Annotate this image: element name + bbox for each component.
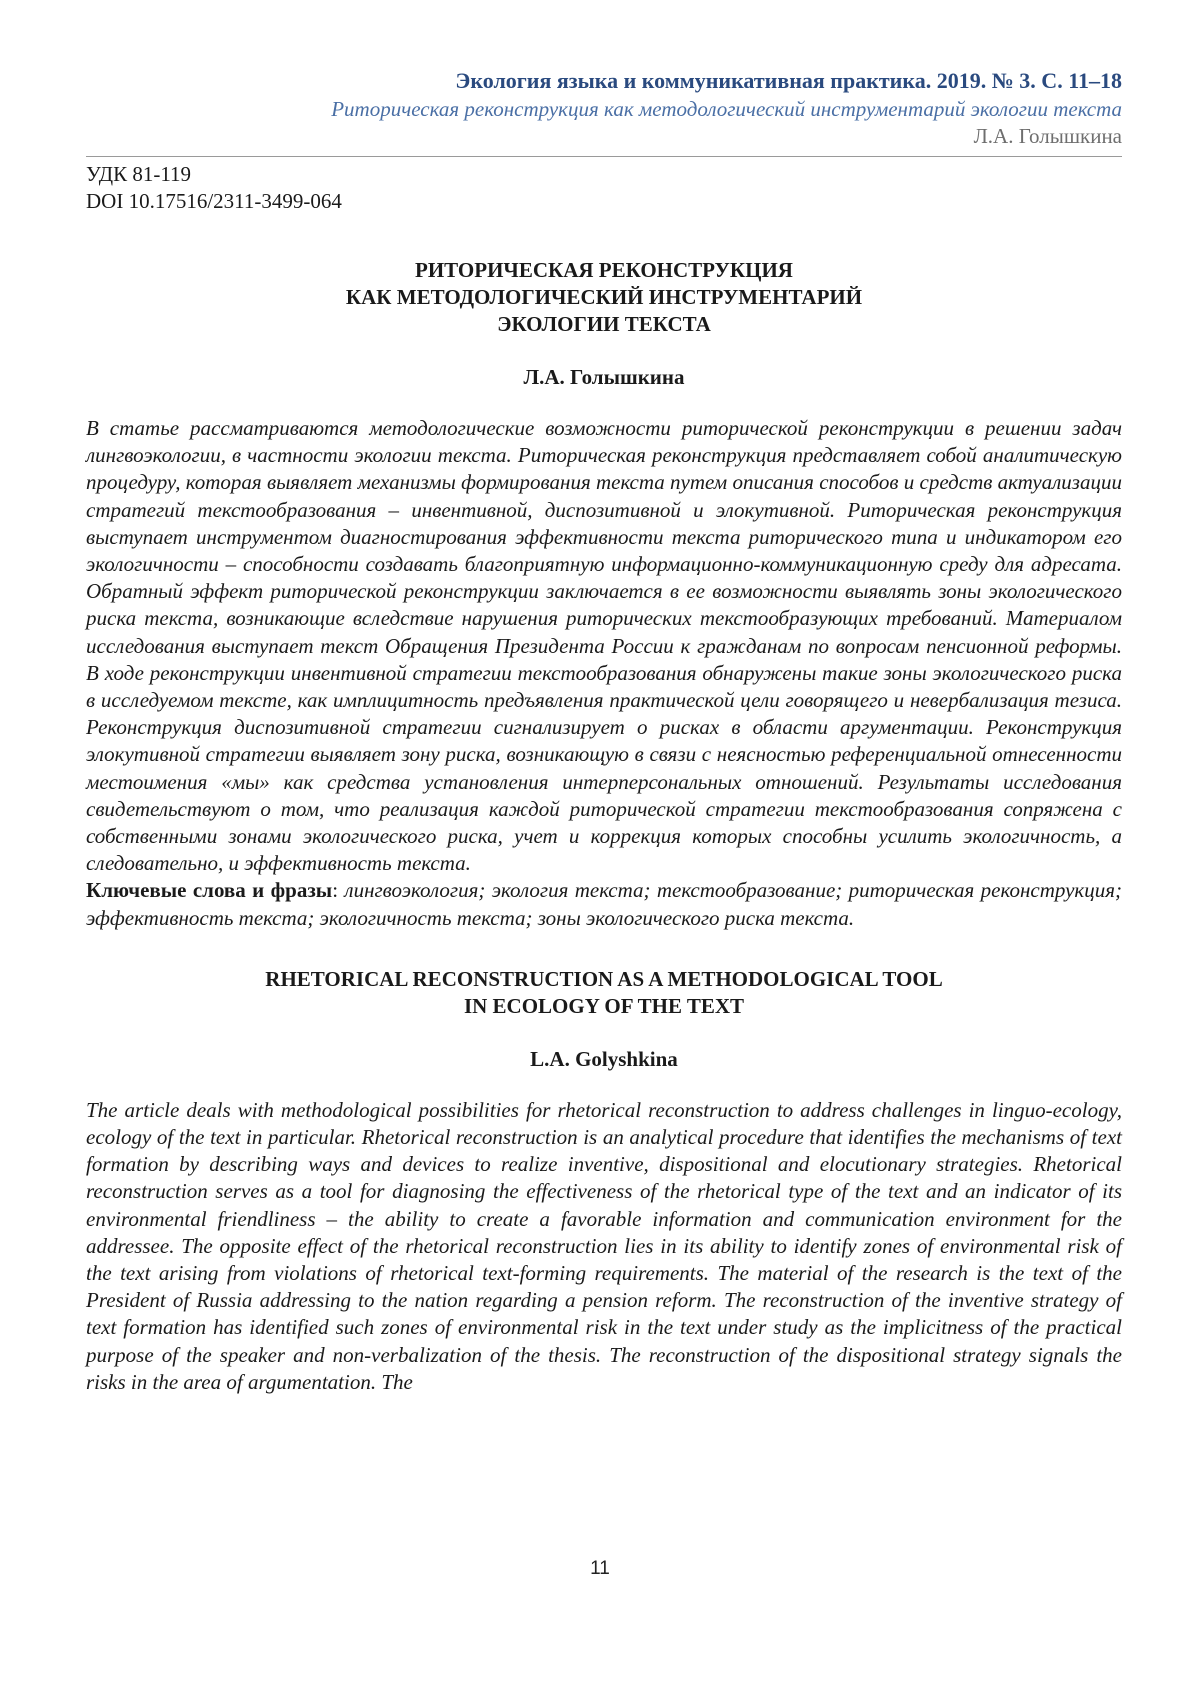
journal-citation: Экология языка и коммуникативная практика. 2019. № 3. С. 11–18: [86, 66, 1122, 95]
title-en-line: RHETORICAL RECONSTRUCTION AS A METHODOLOGICAL TOOL: [86, 966, 1122, 993]
title-ru-line: РИТОРИЧЕСКАЯ РЕКОНСТРУКЦИЯ: [86, 257, 1122, 284]
doi: DOI 10.17516/2311-3499-064: [86, 188, 1122, 215]
title-ru-line: ЭКОЛОГИИ ТЕКСТА: [86, 311, 1122, 338]
title-ru: [86, 257, 1122, 338]
keywords-label: Ключевые слова и фразы: [86, 878, 332, 902]
author-en: L.A. Golyshkina: [86, 1046, 1122, 1073]
keywords-ru: Ключевые слова и фразы: лингвоэкология; экология текста; текстообразование; риторическая реконструкция; эффективность текста; экологичность текста; зоны экологического риска текста.: [86, 877, 1122, 931]
page: [86, 0, 1122, 1396]
page-number: 11: [0, 1558, 1200, 1580]
udc-code: УДК 81-119: [86, 161, 1122, 188]
title-en: [86, 966, 1122, 1020]
title-ru-line: КАК МЕТОДОЛОГИЧЕСКИЙ ИНСТРУМЕНТАРИЙ: [86, 284, 1122, 311]
running-header: [86, 66, 1122, 157]
keywords-text: лингвоэкология; экология текста; текстообразование; риторическая реконструкция; эффективность текста; экологичность текста; зоны экологического риска текста.: [86, 878, 1122, 929]
abstract-en: The article deals with methodological possibilities for rhetorical reconstruction to address challenges in linguo-ecology, ecology of the text in particular. Rhetorical reconstruction is an analytical procedure that identifies the mechanisms of text formation by describing ways and devices to realize inventive, dispositional and elocutionary strategies. Rhetorical reconstruction serves as a tool for diagnosing the effectiveness of the rhetorical type of the text and an indicator of its environmental friendliness – the ability to create a favorable information and communication environment for the addressee. The opposite effect of the rhetorical reconstruction lies in its ability to identify zones of environmental risk of the text arising from violations of rhetorical text-forming requirements. The material of the research is the text of the President of Russia addressing to the nation regarding a pension reform. The reconstruction of the inventive strategy of text formation has identified such zones of environmental risk in the text under study as the implicitness of the practical purpose of the speaker and non-verbalization of the thesis. The reconstruction of the dispositional strategy signals the risks in the area of argumentation. The: [86, 1097, 1122, 1396]
author-ru: Л.А. Голышкина: [86, 364, 1122, 391]
article-meta: [86, 161, 1122, 215]
title-en-line: IN ECOLOGY OF THE TEXT: [86, 993, 1122, 1020]
running-author: Л.А. Голышкина: [86, 123, 1122, 157]
running-article-title: Риторическая реконструкция как методологический инструментарий экологии текста: [86, 95, 1122, 123]
abstract-ru: В статье рассматриваются методологические возможности риторической реконструкции в решении задач лингвоэкологии, в частности экологии текста. Риторическая реконструкция представляет собой аналитическую процедуру, которая выявляет механизмы формирования текста путем описания способов и средств актуализации стратегий текстообразования – инвентивной, диспозитивной и элокутивной. Риторическая реконструкция выступает инструментом диагностирования эффективности текста риторического типа и индикатором его экологичности – способности создавать благоприятную информационно-коммуникационную среду для адресата. Обратный эффект риторической реконструкции заключается в ее возможности выявлять зоны экологического риска текста, возникающие вследствие нарушения риторических текстообразующих требований. Материалом исследования выступает текст Обращения Президента России к гражданам по вопросам пенсионной реформы. В ходе реконструкции инвентивной стратегии текстообразования обнаружены такие зоны экологического риска в исследуемом тексте, как имплицитность предъявления практической цели говорящего и невербализация тезиса. Реконструкция диспозитивной стратегии сигнализирует о рисках в области аргументации. Реконструкция элокутивной стратегии выявляет зону риска, возникающую в связи с неясностью референциальной отнесенности местоимения «мы» как средства установления интерперсональных отношений. Результаты исследования свидетельствуют о том, что реализация каждой риторической стратегии текстообразования сопряжена с собственными зонами экологического риска, учет и коррекция которых способны усилить экологичность, а следовательно, и эффективность текста.: [86, 415, 1122, 877]
